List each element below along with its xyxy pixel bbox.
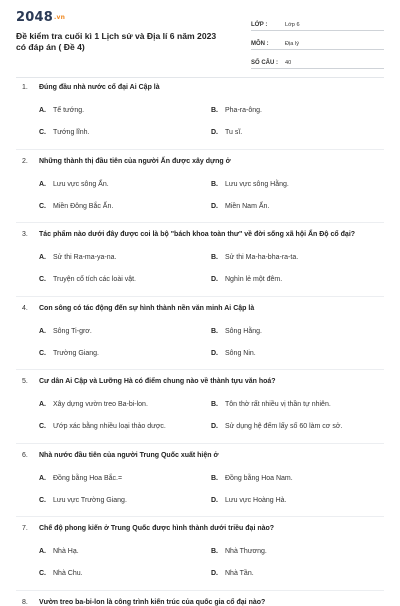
answer-option[interactable] bbox=[211, 548, 267, 555]
option-text: Miền Nam Ấn. bbox=[225, 202, 270, 210]
question-text bbox=[22, 231, 355, 238]
answer-option[interactable] bbox=[39, 181, 109, 188]
option-text: Lưu vực Hoàng Hà. bbox=[225, 496, 287, 504]
question-text bbox=[22, 305, 254, 312]
option-text: Nhà Tần. bbox=[225, 570, 254, 577]
meta-row-class bbox=[251, 14, 384, 31]
option-letter: D. bbox=[211, 496, 218, 504]
option-letter: B. bbox=[211, 180, 218, 188]
option-text: Miền Đông Bắc Ấn. bbox=[53, 202, 114, 210]
answer-option[interactable] bbox=[39, 570, 83, 577]
meta-row-subject bbox=[251, 33, 384, 50]
question-label: Những thành thị đầu tiên của người Ấn được xây dựng ở bbox=[39, 157, 231, 165]
logo-suffix: .vn bbox=[53, 14, 66, 21]
option-letter: A. bbox=[39, 474, 46, 482]
meta-label: LỚP : bbox=[251, 22, 268, 28]
question-label: Con sông có tác động đến sự hình thành nền văn minh Ai Cập là bbox=[39, 304, 255, 312]
site-logo[interactable] bbox=[16, 10, 65, 25]
question-label: Tác phẩm nào dưới đây được coi là bộ "bách khoa toàn thư" về đời sống xã hội Ấn Độ cổ đại? bbox=[39, 231, 356, 238]
question-number: 2. bbox=[22, 157, 28, 165]
meta-row-count bbox=[251, 52, 384, 69]
question-number: 7. bbox=[22, 525, 28, 532]
option-letter: C. bbox=[39, 276, 46, 283]
question-text bbox=[22, 84, 160, 91]
option-text: Sử thi Ra-ma-ya-na. bbox=[53, 254, 117, 261]
answer-option[interactable] bbox=[39, 548, 79, 555]
option-letter: A. bbox=[39, 401, 46, 408]
answer-option[interactable] bbox=[39, 423, 166, 430]
option-letter: D. bbox=[211, 202, 218, 210]
option-letter: B. bbox=[211, 401, 218, 408]
question-number: 3. bbox=[22, 231, 28, 238]
option-letter: C. bbox=[39, 202, 46, 210]
answer-option[interactable] bbox=[39, 475, 122, 482]
option-text: Tôn thờ rất nhiều vị thần tự nhiên. bbox=[225, 401, 331, 408]
question-separator bbox=[16, 443, 384, 444]
question-separator bbox=[16, 369, 384, 370]
question-number: 6. bbox=[22, 451, 28, 459]
answer-option[interactable] bbox=[39, 107, 84, 114]
answer-option[interactable] bbox=[211, 350, 256, 357]
page-title: Đề kiểm tra cuối kì 1 Lịch sử và Địa lí 6 năm 2023 có đáp án ( Đề 4) bbox=[16, 31, 217, 52]
question-number: 1. bbox=[22, 84, 28, 91]
logo-text: 2048 bbox=[16, 10, 53, 25]
option-letter: D. bbox=[211, 276, 218, 283]
option-text: Tướng lĩnh. bbox=[53, 129, 90, 136]
option-letter: B. bbox=[211, 327, 218, 335]
option-text: Xây dựng vườn treo Ba-bi-lon. bbox=[53, 401, 148, 408]
option-letter: A. bbox=[39, 180, 46, 188]
option-text: Tu sĩ. bbox=[225, 129, 243, 136]
option-letter: A. bbox=[39, 548, 46, 555]
option-text: Tể tướng. bbox=[53, 107, 85, 114]
meta-value: Địa lý bbox=[285, 41, 299, 47]
meta-value: 40 bbox=[285, 60, 292, 66]
question-label: Vườn treo ba-bi-lon là công trình kiến trúc của quốc gia cổ đại nào? bbox=[39, 598, 266, 606]
option-letter: C. bbox=[39, 349, 46, 357]
option-text: Đồng bằng Hoa Bắc.= bbox=[53, 474, 123, 482]
option-text: Sử dụng hệ đếm lấy số 60 làm cơ sở. bbox=[225, 423, 343, 430]
option-text: Sông Nin. bbox=[225, 349, 256, 357]
option-letter: D. bbox=[211, 349, 218, 357]
answer-option[interactable] bbox=[211, 203, 269, 210]
question-separator bbox=[16, 296, 384, 297]
option-letter: D. bbox=[211, 570, 218, 577]
answer-option[interactable] bbox=[39, 350, 99, 357]
question-label: Cư dân Ai Cập và Lưỡng Hà có điểm chung nào về thành tựu văn hoá? bbox=[39, 378, 276, 385]
answer-option[interactable] bbox=[211, 107, 262, 114]
option-text: Sử thi Ma-ha-bha-ra-ta. bbox=[225, 254, 299, 261]
meta-label: MÔN : bbox=[251, 41, 269, 47]
answer-option[interactable] bbox=[211, 401, 331, 408]
option-text: Nghìn lẻ một đêm. bbox=[225, 276, 283, 283]
question-label: Đúng đầu nhà nước cổ đại Ai Cập là bbox=[39, 84, 160, 91]
option-letter: A. bbox=[39, 254, 46, 261]
option-text: Lưu vực sông Hằng. bbox=[225, 180, 289, 188]
question-label: Chế độ phong kiến ở Trung Quốc được hình thành dưới triều đại nào? bbox=[39, 525, 275, 532]
option-text: Lưu vực Trường Giang. bbox=[53, 496, 127, 504]
answer-option[interactable] bbox=[211, 423, 342, 430]
question-label: Nhà nước đầu tiên của người Trung Quốc xuất hiện ở bbox=[39, 451, 219, 459]
option-letter: C. bbox=[39, 570, 46, 577]
answer-option[interactable] bbox=[39, 276, 136, 283]
option-text: Nhà Chu. bbox=[53, 570, 83, 577]
option-text: Truyện cổ tích các loài vật. bbox=[53, 276, 136, 283]
answer-option[interactable] bbox=[211, 181, 289, 188]
question-text bbox=[22, 158, 231, 165]
answer-option[interactable] bbox=[211, 276, 282, 283]
meta-value: Lớp 6 bbox=[285, 22, 300, 28]
question-number: 4. bbox=[22, 304, 28, 312]
meta-label: SỐ CÂU : bbox=[251, 60, 278, 66]
exam-meta bbox=[251, 14, 384, 71]
option-text: Lưu vực sông Ấn. bbox=[53, 180, 109, 188]
option-letter: B. bbox=[211, 107, 218, 114]
option-text: Sông Ti-grơ. bbox=[53, 327, 92, 335]
option-letter: B. bbox=[211, 254, 218, 261]
answer-option[interactable] bbox=[211, 570, 254, 577]
option-letter: B. bbox=[211, 548, 218, 555]
question-text bbox=[22, 452, 218, 459]
option-letter: C. bbox=[39, 129, 46, 136]
answer-option[interactable] bbox=[39, 328, 92, 335]
option-letter: B. bbox=[211, 474, 218, 482]
answer-option[interactable] bbox=[39, 254, 116, 261]
option-letter: A. bbox=[39, 327, 46, 335]
question-separator bbox=[16, 516, 384, 517]
option-letter: D. bbox=[211, 129, 218, 136]
answer-option[interactable] bbox=[211, 129, 242, 136]
answer-option[interactable] bbox=[211, 475, 293, 482]
option-text: Trường Giang. bbox=[53, 349, 99, 357]
option-letter: C. bbox=[39, 423, 46, 430]
question-number: 5. bbox=[22, 378, 28, 385]
question-separator bbox=[16, 222, 384, 223]
option-text: Nhà Thương. bbox=[225, 548, 267, 555]
document-header bbox=[0, 0, 400, 72]
question-separator bbox=[16, 149, 384, 150]
answer-option[interactable] bbox=[39, 129, 90, 136]
answer-option[interactable] bbox=[211, 497, 287, 504]
option-text: Nhà Hạ. bbox=[53, 548, 79, 555]
option-text: Ướp xác bằng nhiều loại thảo dược. bbox=[53, 423, 166, 430]
question-text bbox=[22, 525, 274, 532]
header-divider bbox=[16, 77, 384, 78]
option-text: Sông Hằng. bbox=[225, 327, 262, 335]
option-letter: D. bbox=[211, 423, 218, 430]
answer-option[interactable] bbox=[211, 254, 298, 261]
answer-option[interactable] bbox=[39, 203, 113, 210]
option-letter: A. bbox=[39, 107, 46, 114]
answer-option[interactable] bbox=[211, 328, 262, 335]
question-text bbox=[22, 378, 276, 385]
question-number: 8. bbox=[22, 598, 28, 606]
option-letter: C. bbox=[39, 496, 46, 504]
answer-option[interactable] bbox=[39, 497, 127, 504]
answer-option[interactable] bbox=[39, 401, 148, 408]
option-text: Pha-ra-ông. bbox=[225, 107, 262, 114]
question-separator bbox=[16, 590, 384, 591]
option-text: Đồng bằng Hoa Nam. bbox=[225, 474, 293, 482]
